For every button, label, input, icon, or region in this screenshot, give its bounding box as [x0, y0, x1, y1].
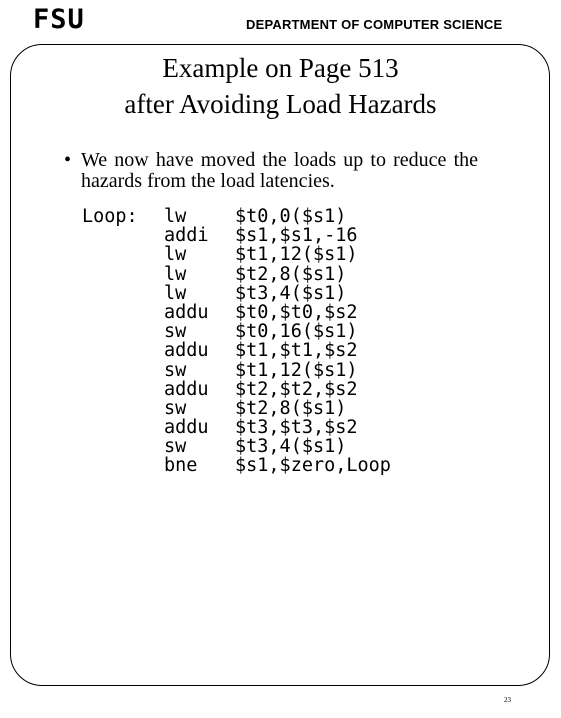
code-operands: $t1,$t1,$s2 [235, 340, 358, 362]
code-label [82, 284, 164, 303]
code-operands: $t0,$t0,$s2 [235, 301, 358, 323]
code-label [82, 265, 164, 284]
code-operands: $t2,8($s1) [235, 397, 347, 419]
assembly-code-block [82, 207, 391, 476]
code-operands: $t1,12($s1) [235, 244, 358, 266]
code-opcode: sw [164, 436, 187, 458]
code-line [82, 399, 391, 418]
code-opcode: addu [164, 417, 209, 439]
code-label [82, 361, 164, 380]
code-label [82, 456, 164, 475]
code-operands: $t3,4($s1) [235, 436, 347, 458]
code-operands: $t2,8($s1) [235, 263, 347, 285]
bullet-marker: • [64, 149, 72, 171]
code-opcode: addu [164, 378, 209, 400]
code-opcode: addu [164, 340, 209, 362]
code-operands: $t3,$t3,$s2 [235, 417, 358, 439]
code-label [82, 303, 164, 322]
code-label [82, 380, 164, 399]
code-line [82, 437, 391, 456]
code-label: Loop: [82, 206, 138, 227]
code-operands: $s1,$s1,-16 [235, 225, 358, 247]
code-line [82, 284, 391, 303]
code-label [82, 399, 164, 418]
code-opcode: sw [164, 359, 187, 381]
code-label [82, 341, 164, 360]
code-opcode: lw [164, 244, 187, 266]
code-opcode: sw [164, 321, 187, 343]
code-label [82, 418, 164, 437]
bullet-text: We now have moved the loads up to reduce the hazards from the load latencies. [81, 149, 478, 192]
code-line [82, 361, 391, 380]
code-line [82, 207, 391, 226]
slide-title-line-1: Example on Page 513 [162, 53, 399, 83]
code-opcode: lw [164, 263, 187, 285]
code-opcode: bne [164, 455, 198, 477]
code-opcode: addu [164, 301, 209, 323]
department-heading: DEPARTMENT OF COMPUTER SCIENCE [246, 17, 503, 32]
code-operands: $t0,16($s1) [235, 321, 358, 343]
code-label [82, 322, 164, 341]
code-line [82, 418, 391, 437]
code-line [82, 245, 391, 264]
code-operands: $s1,$zero,Loop [235, 455, 391, 477]
code-operands: $t0,0($s1) [235, 206, 347, 227]
code-operands: $t1,12($s1) [235, 359, 358, 381]
bullet-point [64, 150, 478, 192]
code-line [82, 226, 391, 245]
code-opcode: lw [164, 206, 187, 227]
code-label [82, 245, 164, 264]
code-opcode: addi [164, 225, 209, 247]
code-operands: $t2,$t2,$s2 [235, 378, 358, 400]
code-operands: $t3,4($s1) [235, 282, 347, 304]
slide-title-line-2: after Avoiding Load Hazards [124, 89, 437, 119]
code-line [82, 322, 391, 341]
code-line [82, 303, 391, 322]
code-label [82, 437, 164, 456]
code-line [82, 265, 391, 284]
code-line [82, 380, 391, 399]
code-line [82, 456, 391, 475]
code-label [82, 226, 164, 245]
page-number: 23 [504, 696, 511, 704]
code-opcode: sw [164, 397, 187, 419]
code-line [82, 341, 391, 360]
fsu-logo: FSU [33, 4, 85, 35]
code-opcode: lw [164, 282, 187, 304]
